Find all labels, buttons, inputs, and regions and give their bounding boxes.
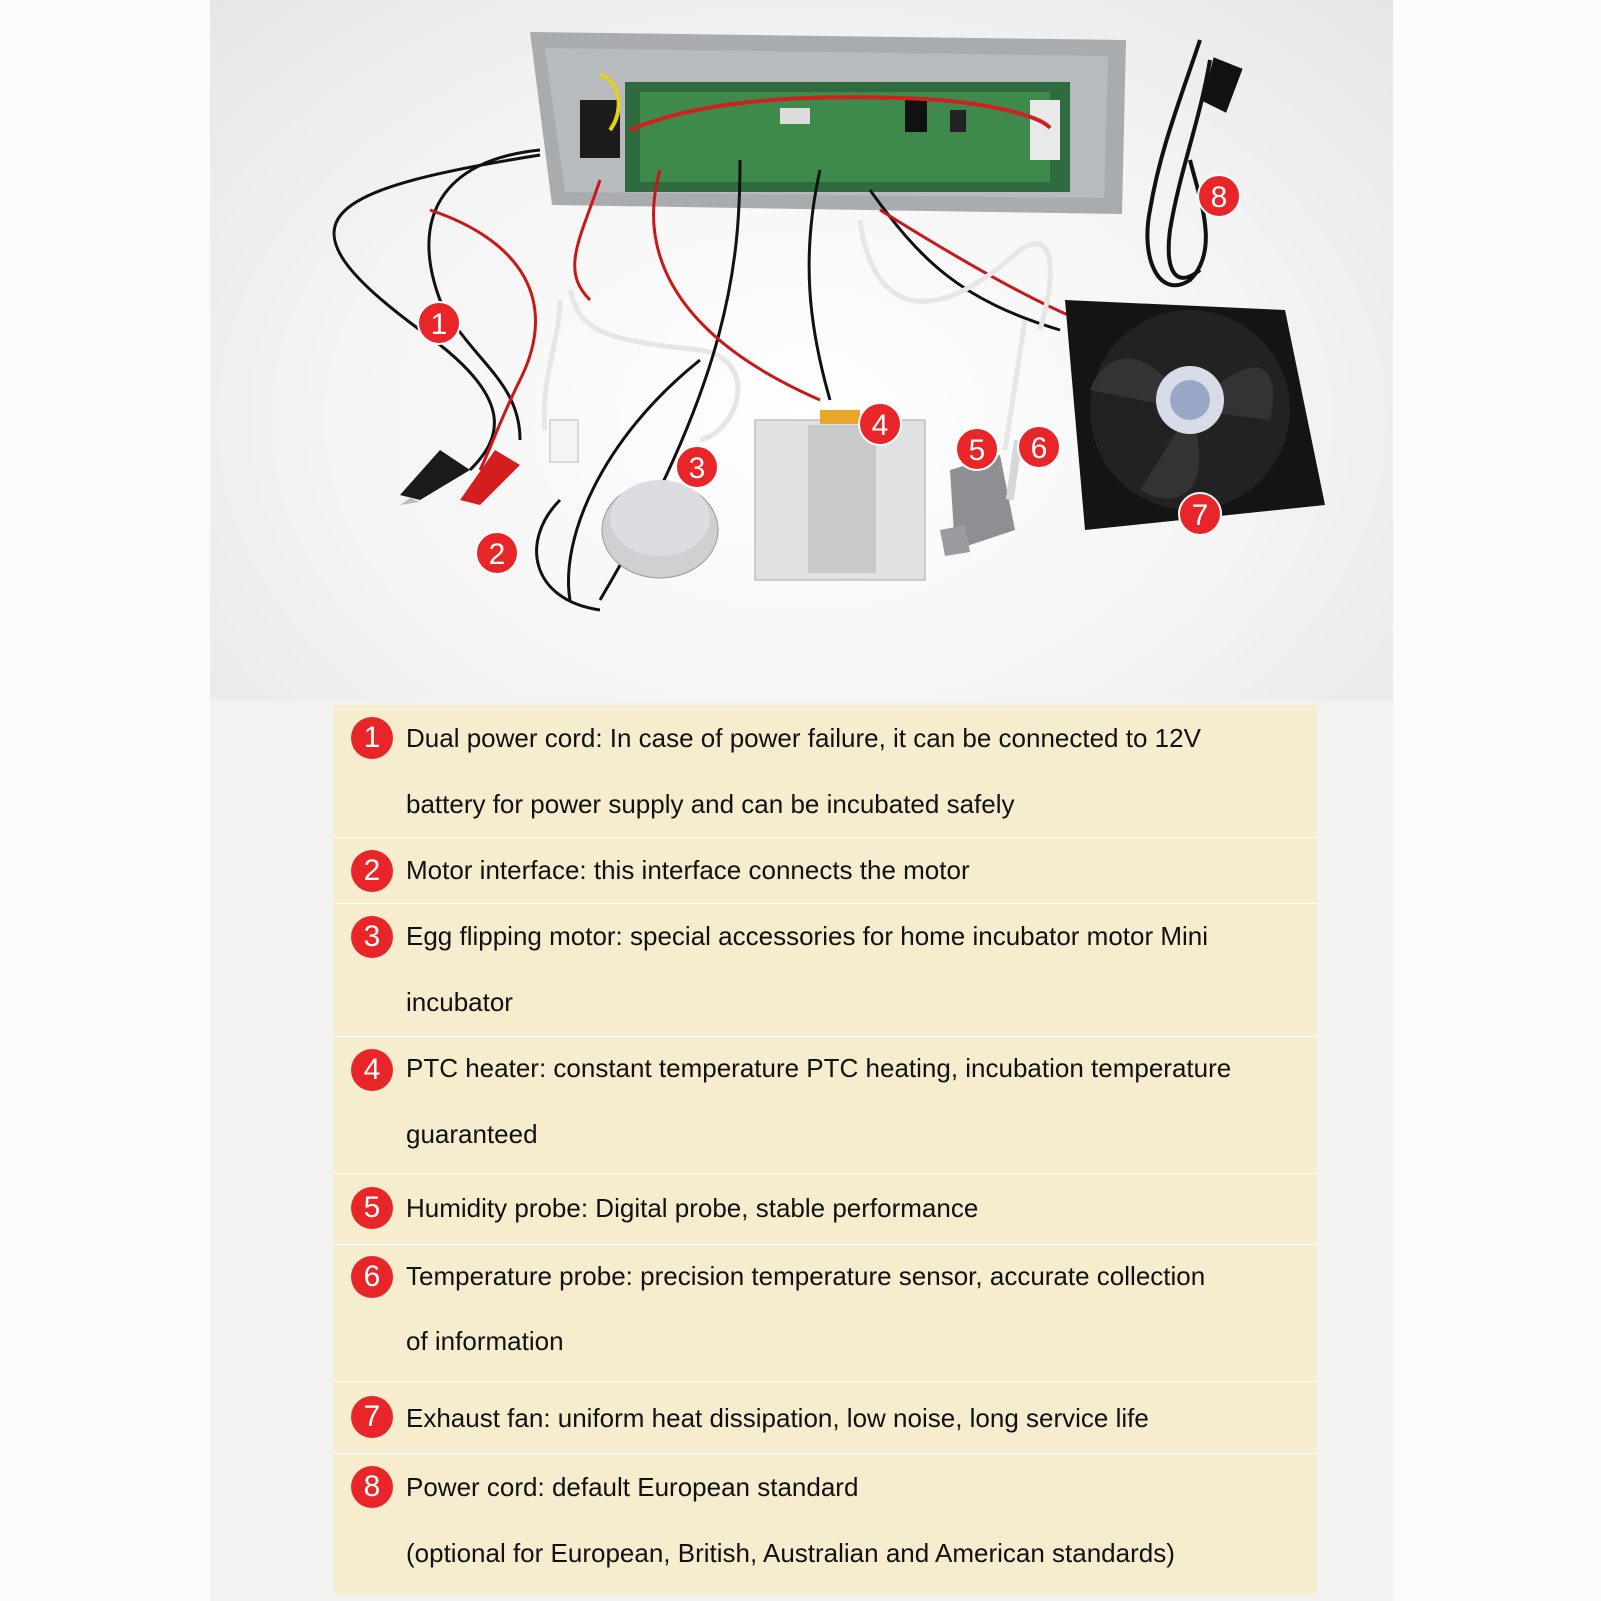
callout-8 — [1198, 175, 1240, 217]
callout-4 — [859, 403, 901, 445]
number-badge: 4 — [351, 1049, 393, 1091]
legend-item-2 — [334, 838, 1317, 904]
svg-text:3: 3 — [688, 452, 706, 485]
svg-text:7: 7 — [1191, 499, 1209, 532]
legend-item-3 — [334, 904, 1317, 1037]
callout-2 — [476, 532, 518, 574]
legend-text: Egg flipping motor: special accessories for home incubator motor Mini — [406, 921, 1209, 951]
legend-text: Humidity probe: Digital probe, stable performance — [406, 1193, 979, 1223]
legend-panel — [334, 705, 1317, 1594]
power-cord — [1147, 40, 1240, 285]
legend-item-1 — [334, 705, 1317, 838]
svg-text:8: 8 — [1210, 181, 1228, 214]
svg-text:6: 6 — [1030, 432, 1048, 465]
svg-text:1: 1 — [430, 308, 448, 341]
legend-item-6 — [334, 1245, 1317, 1382]
legend-text: incubator — [406, 987, 513, 1017]
svg-text:2: 2 — [488, 538, 506, 571]
number-badge: 1 — [351, 717, 393, 759]
egg-flipping-motor — [602, 480, 718, 578]
legend-text: Motor interface: this interface connects the motor — [406, 855, 970, 885]
legend-text: Temperature probe: precision temperature sensor, accurate collection — [406, 1261, 1206, 1291]
legend-text: Power cord: default European standard — [406, 1472, 859, 1502]
legend-item-8 — [334, 1454, 1317, 1594]
number-badge: 2 — [351, 850, 393, 892]
svg-text:4: 4 — [871, 409, 889, 442]
legend-item-7 — [334, 1382, 1317, 1454]
alligator-clips — [400, 450, 520, 505]
legend-text: (optional for European, British, Australian and American standards) — [406, 1538, 1175, 1568]
number-badge: 6 — [351, 1256, 393, 1298]
number-badge: 8 — [351, 1466, 393, 1508]
legend-item-5 — [334, 1174, 1317, 1245]
callout-7 — [1179, 493, 1221, 535]
legend-text: guaranteed — [406, 1119, 538, 1149]
control-board — [530, 32, 1126, 214]
ptc-heater — [755, 410, 925, 580]
legend-text: Dual power cord: In case of power failure, it can be connected to 12V — [406, 723, 1201, 753]
number-badge: 5 — [351, 1187, 393, 1229]
callout-6 — [1018, 426, 1060, 468]
legend-text: PTC heater: constant temperature PTC heating, incubation temperature — [406, 1053, 1232, 1083]
callout-1 — [418, 302, 460, 344]
svg-text:5: 5 — [968, 434, 986, 467]
product-photo — [0, 0, 1601, 700]
legend-item-4 — [334, 1037, 1317, 1174]
callout-3 — [676, 446, 718, 488]
number-badge: 3 — [351, 916, 393, 958]
callout-5 — [956, 428, 998, 470]
motor-connector — [550, 420, 578, 462]
number-badge: 7 — [351, 1396, 393, 1438]
legend-text: Exhaust fan: uniform heat dissipation, low noise, long service life — [406, 1403, 1149, 1433]
legend-text: battery for power supply and can be incubated safely — [406, 789, 1015, 819]
legend-text: of information — [406, 1326, 564, 1356]
